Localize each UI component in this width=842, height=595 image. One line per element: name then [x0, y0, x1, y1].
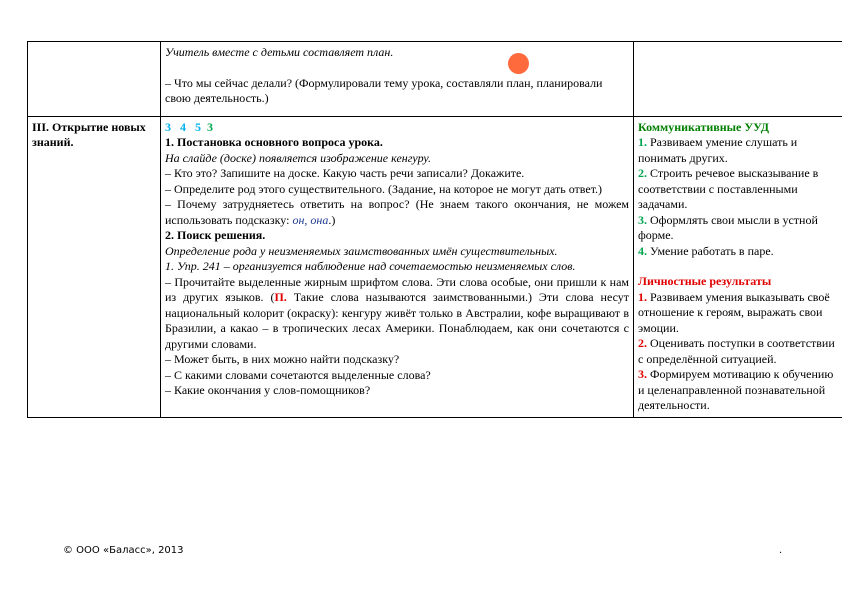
question-1: – Кто это? Запишите на доске. Какую часть речи записали? Докажите.: [165, 166, 525, 180]
exercise: 1. Упр. 241 – организуется наблюдение над сочетаемостью неизменяемых слов.: [165, 259, 576, 273]
question-5: – Может быть, в них можно найти подсказку?: [165, 352, 400, 366]
slide-num: 4: [180, 119, 186, 134]
slide-num: 5: [195, 119, 201, 134]
uud-item: 2. Строить речевое высказывание в соответствии с поставленными задачами.: [638, 166, 819, 211]
uud-cell: [634, 116, 842, 417]
content-cell: [161, 116, 634, 417]
definition: Определение рода у неизменяемых заимствованных имён существительных.: [165, 243, 558, 258]
stage-cell: [28, 42, 161, 117]
plan-intro: Учитель вместе с детьми составляет план.: [165, 45, 394, 59]
question-3: – Почему затрудняетесь ответить на вопрос? (Не знаем такого окончания, не можем использовать подсказку: он, она.): [165, 197, 629, 227]
personal-item: 1. Развиваем умения выказывать своё отношение к героям, выражать свои эмоции.: [638, 289, 830, 335]
personal-item: 3. Формируем мотивацию к обучению и целенаправленной познавательной деятельности.: [638, 367, 834, 412]
question-7: – Какие окончания у слов-помощников?: [165, 383, 371, 397]
question-6: – С какими словами сочетаются выделенные слова?: [165, 367, 431, 382]
personal-item: 2. Оценивать поступки в соответствии с определённой ситуацией.: [638, 336, 835, 366]
uud-item: 3. Оформлять свои мысли в устной форме.: [638, 212, 818, 242]
uud-item: 4. Умение работать в паре.: [638, 243, 774, 258]
slide-num: 3: [207, 119, 213, 134]
uud-cell: [634, 42, 842, 117]
question-4: – Прочитайте выделенные жирным шрифтом слова. Эти слова особые, они пришли к нам из других языков. (П. Такие слова называются заимствованными.) Эти слова несут национальный колорит (окраску): кенгуру живёт только в Австралии, кофе выращивают в Бразилии, а какао – в тропических лесах Америки. Понаблюдаем, как они сочетаются с другими словами.: [165, 274, 629, 351]
slide-numbers: [165, 120, 629, 136]
plan-question: – Что мы сейчас делали? (Формулировали тему урока, составляли план, планировали свою деятельность.): [165, 75, 603, 105]
uud-title: Коммуникативные УУД: [638, 119, 770, 134]
section-heading-2: 2. Поиск решения.: [165, 228, 266, 242]
table-row: [28, 42, 842, 117]
question-2: – Определите род этого существительного. (Задание, на которое не могут дать ответ.): [165, 181, 603, 196]
section-heading-1: 1. Постановка основного вопроса урока.: [165, 135, 383, 149]
footer-dot: .: [779, 545, 783, 556]
stage-title: III. Открытие новых знаний.: [28, 116, 161, 417]
pointer-dot: [508, 53, 529, 74]
slide-note: На слайде (доске) появляется изображение кенгуру.: [165, 150, 431, 165]
personal-title: Личностные результаты: [638, 274, 772, 288]
lesson-table: [27, 41, 842, 418]
table-row: [28, 116, 842, 417]
uud-item: 1. Развиваем умение слушать и понимать других.: [638, 135, 798, 165]
footer-copyright: © ООО «Баласс», 2013: [63, 545, 184, 556]
content-cell: [161, 42, 634, 117]
slide-num: 3: [165, 119, 171, 134]
